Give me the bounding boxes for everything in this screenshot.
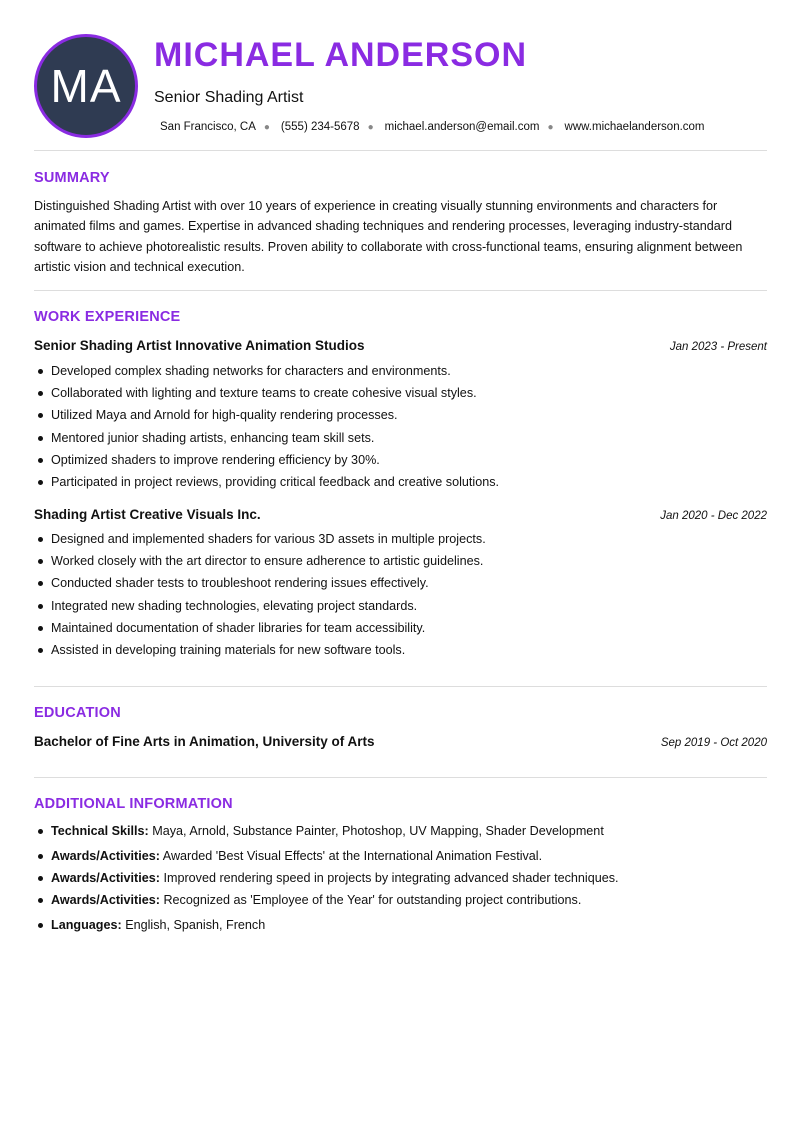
additional-info-heading: ADDITIONAL INFORMATION	[34, 796, 233, 812]
job-role: Shading Artist	[34, 507, 126, 522]
divider	[34, 150, 767, 151]
job-header	[34, 507, 767, 522]
list-item: Conducted shader tests to troubleshoot rendering issues effectively.	[34, 572, 767, 594]
candidate-title: Senior Shading Artist	[154, 89, 304, 106]
education-heading: EDUCATION	[34, 705, 121, 721]
job-dates: Jan 2020 - Dec 2022	[660, 510, 767, 522]
info-text: Awarded 'Best Visual Effects' at the International Animation Festival.	[162, 849, 543, 863]
info-text: Recognized as 'Employee of the Year' for outstanding project contributions.	[163, 893, 582, 907]
education-dates: Sep 2019 - Oct 2020	[660, 737, 767, 749]
separator-dot-icon: ●	[263, 121, 270, 133]
job-role: Senior Shading Artist	[34, 338, 172, 353]
info-text: Improved rendering speed in projects by integrating advanced shader techniques.	[163, 871, 619, 885]
contact-line	[160, 121, 705, 133]
list-item: Designed and implemented shaders for various 3D assets in multiple projects.	[34, 528, 767, 550]
list-item	[34, 845, 767, 867]
info-text: English, Spanish, French	[125, 918, 266, 932]
list-item: Utilized Maya and Arnold for high-quality rendering processes.	[34, 404, 767, 426]
contact-location: San Francisco, CA	[160, 121, 256, 133]
contact-phone: (555) 234-5678	[280, 121, 360, 133]
additional-info-list	[34, 820, 767, 936]
job-company: Creative Visuals Inc.	[129, 507, 261, 522]
list-item	[34, 867, 767, 889]
summary-text: Distinguished Shading Artist with over 10 years of experience in creating visually stunning environments and characters for animated films and games. Expertise in advanced shading techniques and rendering processes, leveraging industry-standard software to achieve photorealistic results. Proven ability to collaborate with cross-functional teams, ensuring alignment between artistic vision and technical execution.	[34, 199, 743, 274]
job-bullet-list	[34, 528, 767, 661]
divider	[34, 290, 767, 291]
education-degree: Bachelor of Fine Arts in Animation, University of Arts	[34, 734, 375, 749]
list-item: Mentored junior shading artists, enhancing team skill sets.	[34, 427, 767, 449]
list-item	[34, 914, 767, 936]
avatar	[34, 34, 138, 138]
separator-dot-icon: ●	[367, 121, 374, 133]
info-label: Awards/Activities:	[51, 893, 160, 907]
job-title-company	[34, 507, 261, 522]
info-label: Awards/Activities:	[51, 849, 160, 863]
list-item	[34, 889, 767, 911]
list-item: Developed complex shading networks for characters and environments.	[34, 360, 767, 382]
info-label: Technical Skills:	[51, 824, 149, 838]
job-bullet-list	[34, 360, 767, 493]
list-item: Maintained documentation of shader libraries for team accessibility.	[34, 617, 767, 639]
list-item: Integrated new shading technologies, elevating project standards.	[34, 595, 767, 617]
job-company: Innovative Animation Studios	[175, 338, 365, 353]
contact-email[interactable]: michael.anderson@email.com	[384, 121, 540, 133]
contact-website[interactable]: www.michaelanderson.com	[564, 121, 705, 133]
candidate-name: MICHAEL ANDERSON	[154, 36, 528, 74]
education-entry	[34, 734, 767, 749]
list-item: Optimized shaders to improve rendering efficiency by 30%.	[34, 449, 767, 471]
job-title-company	[34, 338, 365, 353]
divider	[34, 777, 767, 778]
job-dates: Jan 2023 - Present	[669, 341, 767, 353]
info-label: Languages:	[51, 918, 122, 932]
info-text: Maya, Arnold, Substance Painter, Photoshop, UV Mapping, Shader Development	[152, 824, 604, 838]
divider	[34, 686, 767, 687]
list-item: Assisted in developing training materials for new software tools.	[34, 639, 767, 661]
work-experience-heading: WORK EXPERIENCE	[34, 309, 181, 325]
list-item	[34, 820, 767, 842]
list-item: Participated in project reviews, providing critical feedback and creative solutions.	[34, 471, 767, 493]
avatar-initials: MA	[50, 60, 122, 112]
separator-dot-icon: ●	[547, 121, 554, 133]
list-item: Collaborated with lighting and texture teams to create cohesive visual styles.	[34, 382, 767, 404]
job-header	[34, 338, 767, 353]
list-item: Worked closely with the art director to ensure adherence to artistic guidelines.	[34, 550, 767, 572]
info-label: Awards/Activities:	[51, 871, 160, 885]
summary-heading: SUMMARY	[34, 170, 110, 186]
